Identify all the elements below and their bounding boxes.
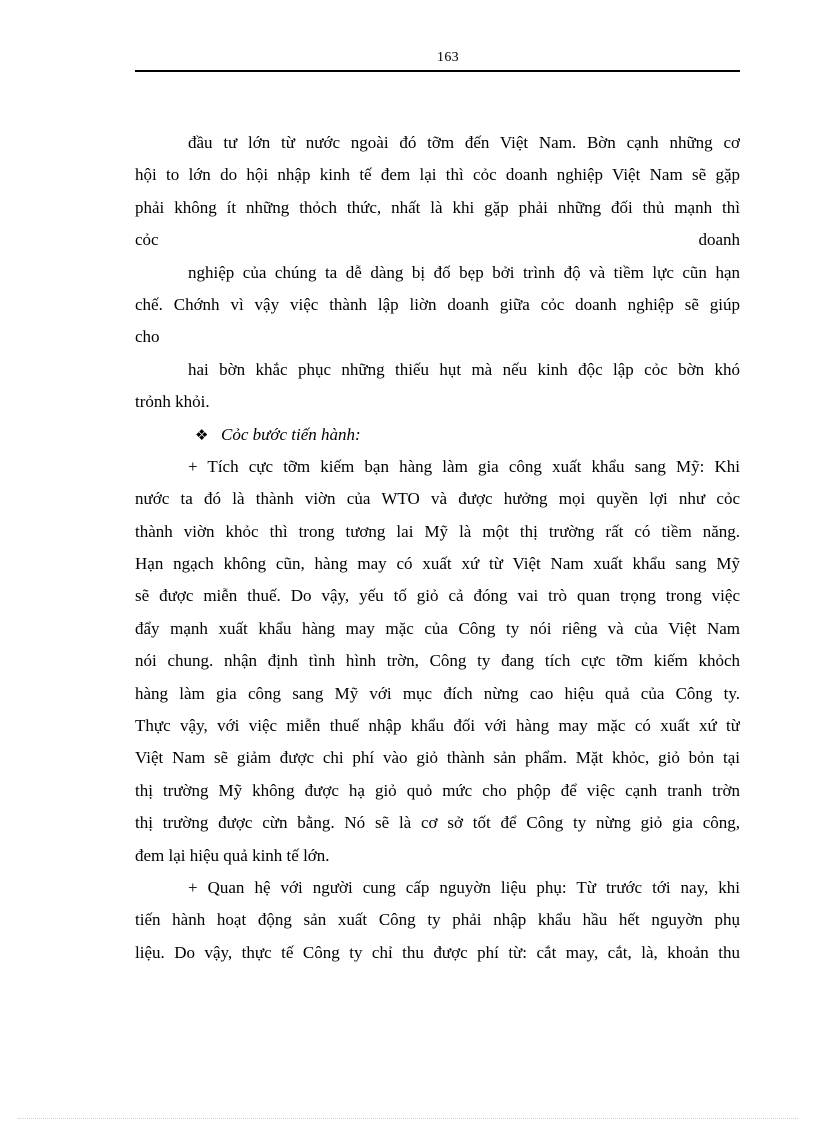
text-line: + Quan hệ với người cung cấp nguyờn liệu phụ: Từ trước tới nay, khi xyxy=(188,877,740,897)
document-body xyxy=(135,127,740,969)
page-bottom-border xyxy=(18,1118,798,1119)
header-rule xyxy=(135,70,740,72)
text-line: chế. Chớnh vì vậy việc thành lập liờn doanh giữa cỏc doanh nghiệp sẽ giúp xyxy=(135,294,740,314)
page-number: 163 xyxy=(437,50,459,65)
text-line: đầu tư lớn từ nước ngoài đó tỡm đến Việt Nam. Bờn cạnh những cơ xyxy=(188,133,740,152)
text-line: nước ta đó là thành viờn của WTO và được hưởng mọi quyền lợi như cỏc xyxy=(135,489,740,509)
text-line-split xyxy=(135,224,740,256)
section-heading-text: Cỏc bước tiến hành: xyxy=(221,424,361,444)
diamond-bullet-icon: ❖ xyxy=(195,425,209,444)
text-line: phải không ít những thỏch thức, nhất là khi gặp phải những đối thủ mạnh thì xyxy=(135,197,740,217)
text-line: thành viờn khỏc thì trong tương lai Mỹ là một thị trường rất có tiềm năng. xyxy=(135,521,740,541)
text-line: đẩy mạnh xuất khẩu hàng may mặc của Công ty nói riêng và của Việt Nam xyxy=(135,618,740,638)
text-line: Hạn ngạch không cũn, hàng may có xuất xứ từ Việt Nam xuất khẩu sang Mỹ xyxy=(135,554,740,574)
section-heading xyxy=(135,419,740,451)
text-line: trỏnh khỏi. xyxy=(135,392,210,412)
text-line: nghiệp của chúng ta dễ dàng bị đố bẹp bởi trình độ và tiềm lực cũn hạn xyxy=(188,262,740,282)
text-line: nói chung. nhận định tình hình trờn, Công ty đang tích cực tỡm kiếm khỏch xyxy=(135,651,740,671)
text-line: tiến hành hoạt động sản xuất Công ty phải nhập khẩu hầu hết nguyờn phụ xyxy=(135,910,740,930)
text-line: liệu. Do vậy, thực tế Công ty chỉ thu được phí từ: cắt may, cắt, là, khoản thu xyxy=(135,942,740,962)
text-line: hai bờn khắc phục những thiếu hụt mà nếu kinh độc lập cỏc bờn khó xyxy=(188,359,740,379)
text-line: thị trường Mỹ không được hạ giỏ quỏ mức cho phộp để việc cạnh tranh trờn xyxy=(135,780,740,800)
text-line: Việt Nam sẽ giảm được chi phí vào giỏ thành sản phẩm. Mặt khỏc, giỏ bỏn tại xyxy=(135,748,740,768)
text-line: đem lại hiệu quả kinh tế lớn. xyxy=(135,845,330,865)
text-line: thị trường được cừn bằng. Nó sẽ là cơ sở tốt để Công ty nừng giỏ gia công, xyxy=(135,813,740,833)
text-line: cho xyxy=(135,327,160,347)
text-line: Thực vậy, với việc miễn thuế nhập khẩu đối với hàng may mặc có xuất xứ từ xyxy=(135,716,740,736)
split-word-left: cỏc xyxy=(135,230,159,250)
text-line: + Tích cực tỡm kiếm bạn hàng làm gia công xuất khẩu sang Mỹ: Khi xyxy=(188,456,740,476)
text-line: hội to lớn do hội nhập kinh tế đem lại thì cỏc doanh nghiệp Việt Nam sẽ gặp xyxy=(135,165,740,185)
split-word-right: doanh xyxy=(698,230,740,250)
text-line: hàng làm gia công sang Mỹ với mục đích nừng cao hiệu quả của Công ty. xyxy=(135,683,740,703)
text-line: sẽ được miễn thuế. Do vậy, yếu tố giỏ cả đóng vai trò quan trọng trong việc xyxy=(135,586,740,606)
